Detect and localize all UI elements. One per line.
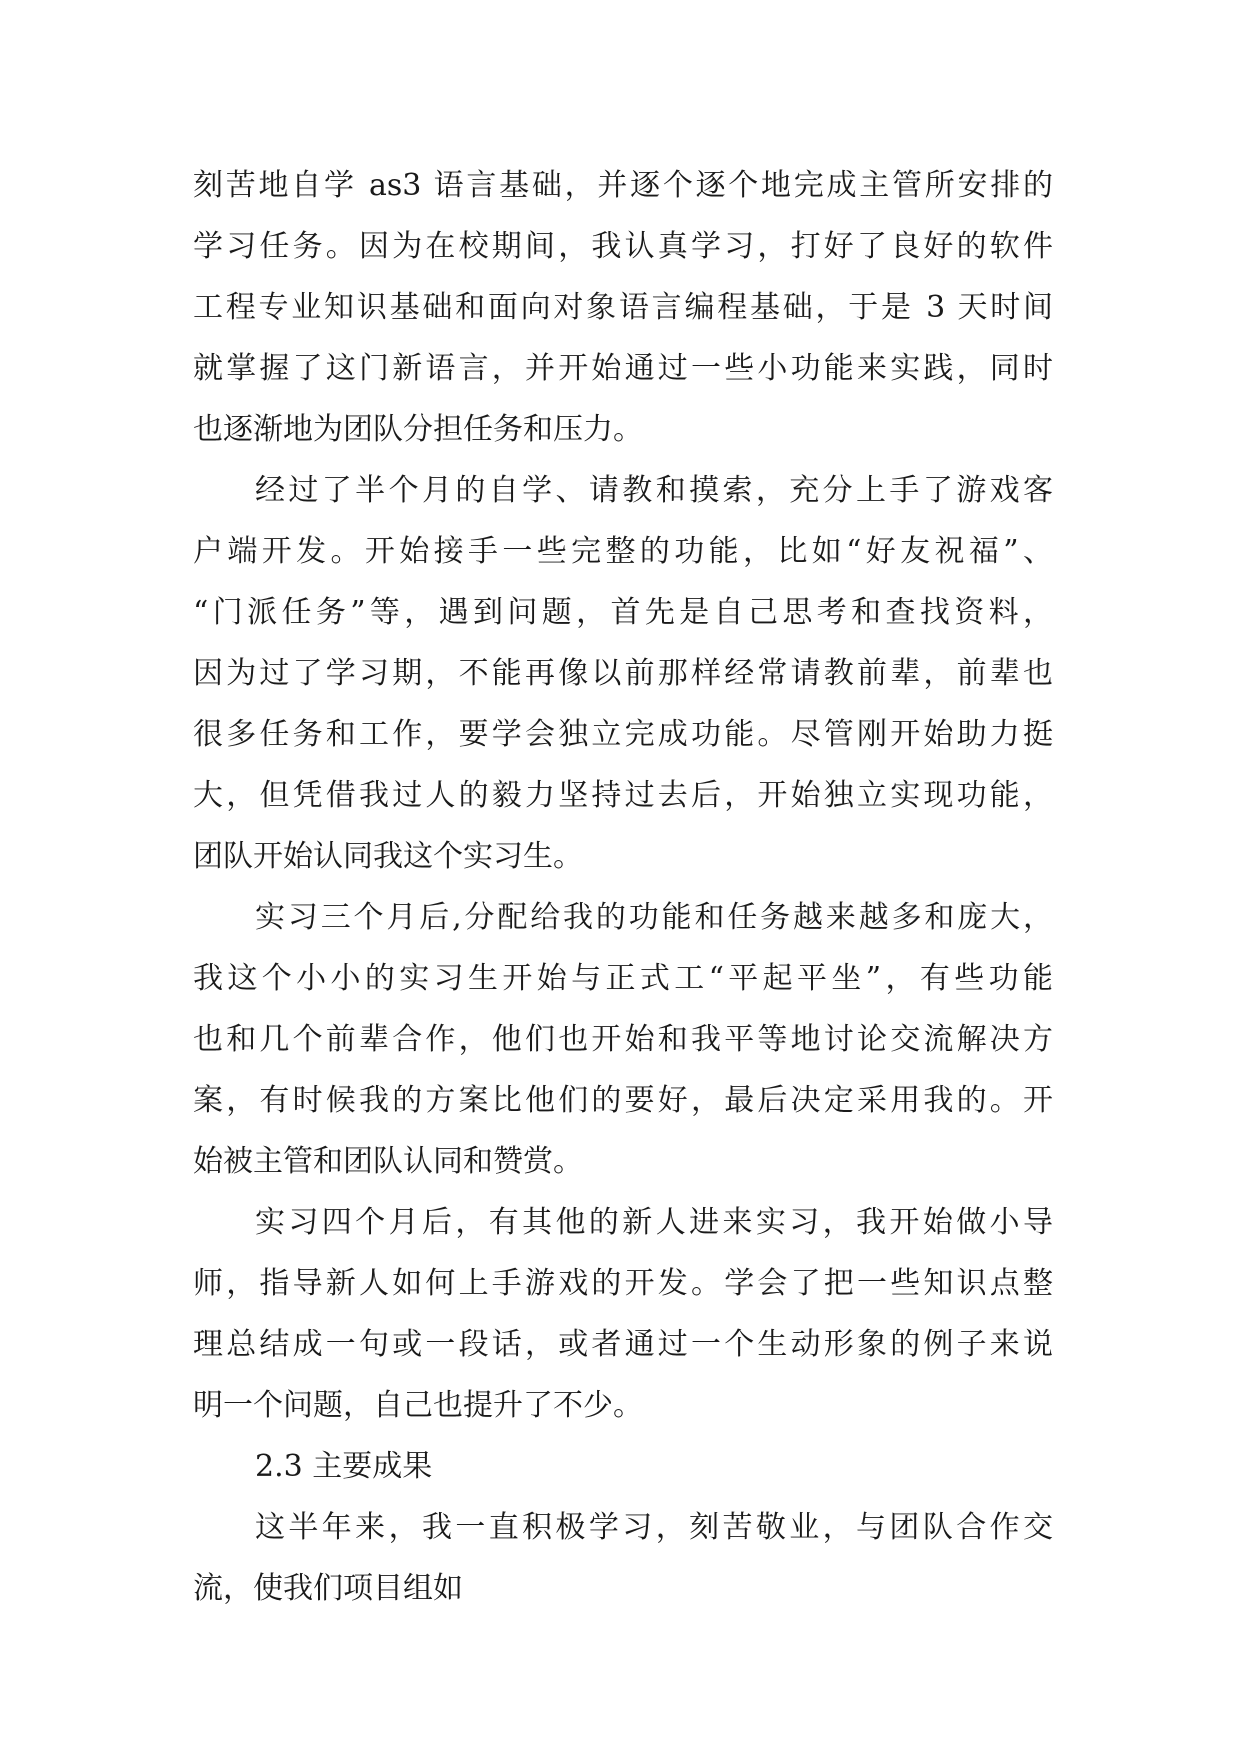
text-line: 因为过了学习期，不能再像以前那样经常请教前辈，前辈也 xyxy=(193,656,1053,691)
text-line: 始被主管和团队认同和赞赏。 xyxy=(193,1144,583,1179)
text-line: 也逐渐地为团队分担任务和压力。 xyxy=(193,412,643,447)
paragraph-first-line: 这半年来，我一直积极学习，刻苦敬业，与团队合作交 xyxy=(255,1510,1053,1545)
paragraph-first-line: 实习四个月后，有其他的新人进来实习，我开始做小导 xyxy=(255,1205,1053,1240)
section-heading: 2.3 主要成果 xyxy=(255,1449,433,1484)
text-line: 很多任务和工作，要学会独立完成功能。尽管刚开始助力挺 xyxy=(193,717,1053,752)
text-line: 大，但凭借我过人的毅力坚持过去后，开始独立实现功能， xyxy=(193,778,1053,813)
text-line: 理总结成一句或一段话，或者通过一个生动形象的例子来说 xyxy=(193,1327,1053,1362)
text-line: 流，使我们项目组如 xyxy=(193,1571,463,1606)
text-line: 我这个小小的实习生开始与正式工“平起平坐”，有些功能 xyxy=(193,961,1053,996)
text-line: 师，指导新人如何上手游戏的开发。学会了把一些知识点整 xyxy=(193,1266,1053,1301)
text-line: 刻苦地自学 as3 语言基础，并逐个逐个地完成主管所安排的 xyxy=(193,168,1053,203)
text-line: 案，有时候我的方案比他们的要好，最后决定采用我的。开 xyxy=(193,1083,1053,1118)
text-line: 学习任务。因为在校期间，我认真学习，打好了良好的软件 xyxy=(193,229,1053,264)
paragraph-first-line: 实习三个月后,分配给我的功能和任务越来越多和庞大， xyxy=(255,900,1053,935)
text-line: “门派任务”等，遇到问题，首先是自己思考和查找资料， xyxy=(193,595,1053,630)
document-page xyxy=(193,155,1053,1619)
text-line: 团队开始认同我这个实习生。 xyxy=(193,839,583,874)
text-line: 工程专业知识基础和面向对象语言编程基础，于是 3 天时间 xyxy=(193,290,1053,325)
text-line: 也和几个前辈合作，他们也开始和我平等地讨论交流解决方 xyxy=(193,1022,1053,1057)
paragraph-first-line: 经过了半个月的自学、请教和摸索，充分上手了游戏客 xyxy=(255,473,1053,508)
text-line: 明一个问题，自己也提升了不少。 xyxy=(193,1388,643,1423)
text-line: 就掌握了这门新语言，并开始通过一些小功能来实践，同时 xyxy=(193,351,1053,386)
text-line: 户端开发。开始接手一些完整的功能，比如“好友祝福”、 xyxy=(193,534,1053,569)
